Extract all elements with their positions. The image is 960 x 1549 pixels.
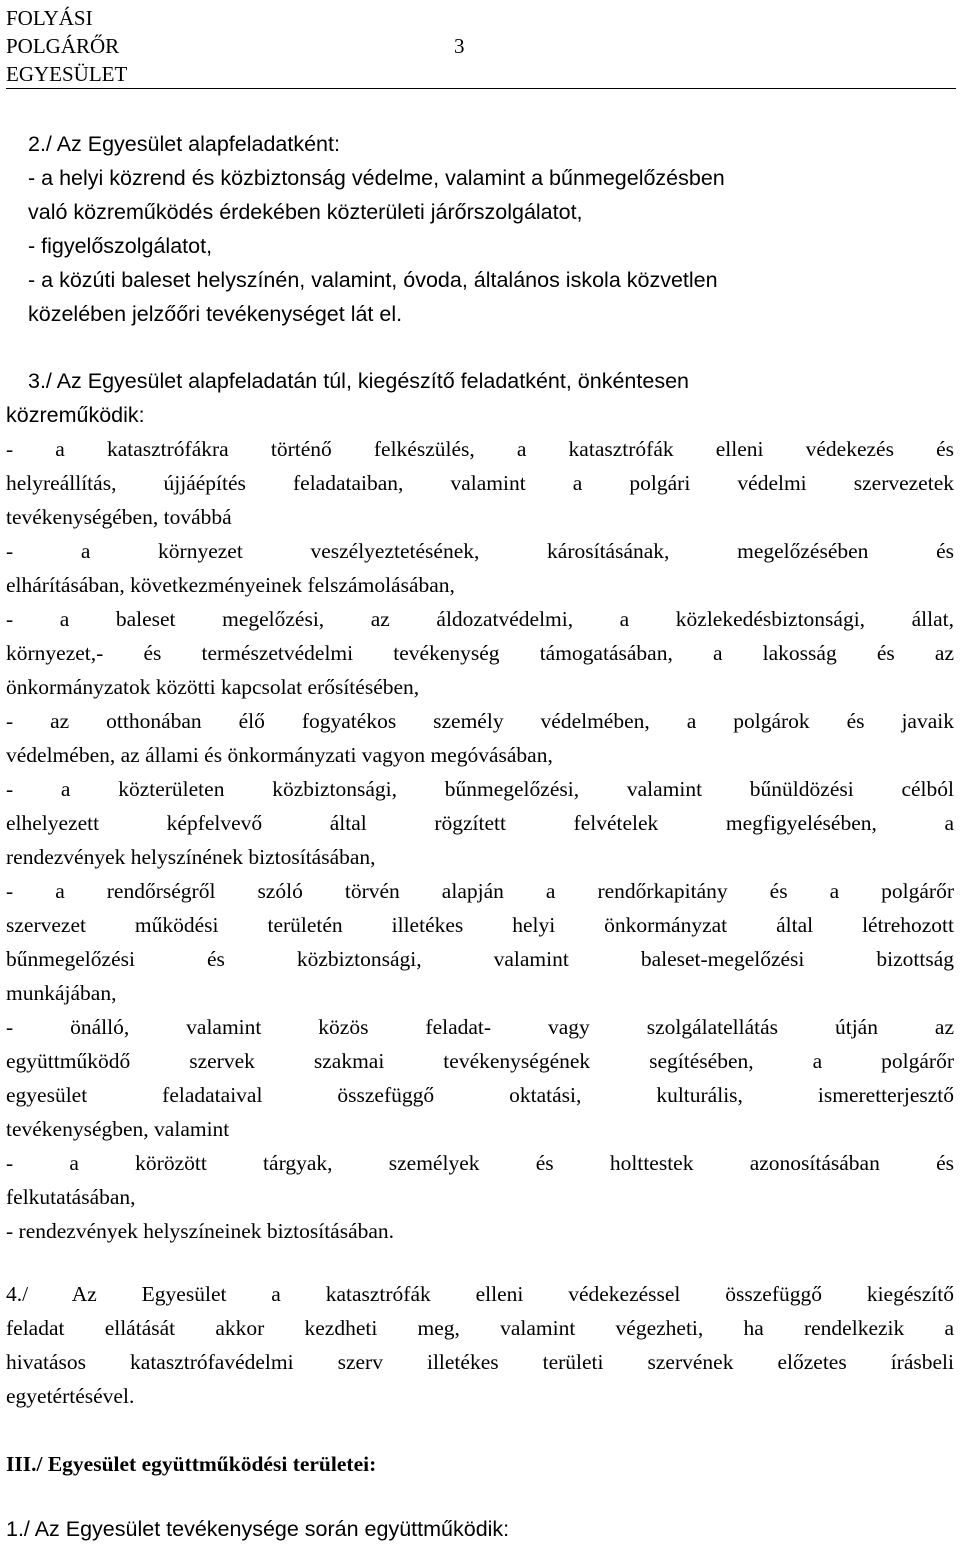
page-number: 3 xyxy=(454,34,465,58)
section-3-line: helyreállítás, újjáépítés feladataiban, valamint a polgári védelmi szervezetek xyxy=(6,471,954,495)
section-3-line: munkájában, xyxy=(6,981,117,1005)
section-3-line: egyesület feladataival összefüggő oktatási, kulturális, ismeretterjesztő xyxy=(6,1083,954,1107)
section-4-line: hivatásos katasztrófavédelmi szerv illetékes területi szervének előzetes írásbeli xyxy=(6,1350,954,1374)
section-2-line: - a közúti baleset helyszínén, valamint, óvoda, általános iskola közvetlen xyxy=(28,268,718,292)
section-3 xyxy=(6,364,954,1248)
organization-name: FOLYÁSI POLGÁRŐR EGYESÜLET xyxy=(6,6,128,86)
section-3-line: - rendezvények helyszíneinek biztosításában. xyxy=(6,1219,395,1243)
section-3-line: szervezet működési területén illetékes helyi önkormányzat által létrehozott xyxy=(6,913,954,937)
section-2-line: közelében jelzőőri tevékenységet lát el. xyxy=(28,302,403,326)
section-3-line: - az otthonában élő fogyatékos személy védelmében, a polgárok és javaik xyxy=(6,709,954,733)
section-iii-first-item: 1./ Az Egyesület tevékenysége során együttműködik: xyxy=(6,1517,510,1541)
section-3-line: közreműködik: xyxy=(6,403,145,427)
section-4-line: egyetértésével. xyxy=(6,1384,135,1408)
section-3-line: bűnmegelőzési és közbiztonsági, valamint baleset-megelőzési bizottság xyxy=(6,947,954,971)
section-4 xyxy=(6,1277,954,1413)
section-2-line: való közreműködés érdekében közterületi járőrszolgálatot, xyxy=(28,200,583,224)
section-3-line: együttműködő szervek szakmai tevékenységének segítésében, a polgárőr xyxy=(6,1049,954,1073)
section-3-heading: 3./ Az Egyesület alapfeladatán túl, kiegészítő feladatként, önkéntesen xyxy=(28,369,689,393)
section-3-line: - önálló, valamint közös feladat- vagy szolgálatellátás útján az xyxy=(6,1015,954,1039)
section-3-line: önkormányzatok közötti kapcsolat erősítésében, xyxy=(6,675,420,699)
section-3-line: - a környezet veszélyeztetésének, károsításának, megelőzésében és xyxy=(6,539,954,563)
section-3-line: tevékenységben, valamint xyxy=(6,1117,230,1141)
section-iii xyxy=(6,1447,954,1481)
section-3-line: - a baleset megelőzési, az áldozatvédelmi, a közlekedésbiztonsági, állat, xyxy=(6,607,954,631)
section-3-line: - a rendőrségről szóló törvén alapján a rendőrkapitány és a polgárőr xyxy=(6,879,954,903)
section-4-line: 4./ Az Egyesület a katasztrófák elleni védekezéssel összefüggő kiegészítő xyxy=(6,1282,954,1306)
section-4-line: feladat ellátását akkor kezdheti meg, valamint végezheti, ha rendelkezik a xyxy=(6,1316,954,1340)
section-2-heading: 2./ Az Egyesület alapfeladatként: xyxy=(28,132,340,156)
section-2 xyxy=(6,127,954,331)
section-3-line: védelmében, az állami és önkormányzati vagyon megóvásában, xyxy=(6,743,553,767)
section-iii-item xyxy=(6,1512,954,1546)
section-iii-heading: III./ Egyesület együttműködési területei: xyxy=(6,1452,377,1476)
section-3-line: tevékenységében, továbbá xyxy=(6,505,232,529)
section-3-line: környezet,- és természetvédelmi tevékenység támogatásában, a lakosság és az xyxy=(6,641,954,665)
section-2-line: - figyelőszolgálatot, xyxy=(28,234,213,258)
page-header xyxy=(6,4,956,89)
section-3-line: - a körözött tárgyak, személyek és holttestek azonosításában és xyxy=(6,1151,954,1175)
section-2-line: - a helyi közrend és közbiztonság védelme, valamint a bűnmegelőzésben xyxy=(28,166,725,190)
section-3-line: elhárításában, következményeinek felszámolásában, xyxy=(6,573,455,597)
section-3-line: rendezvények helyszínének biztosításában, xyxy=(6,845,376,869)
section-3-line: - a közterületen közbiztonsági, bűnmegelőzési, valamint bűnüldözési célból xyxy=(6,777,954,801)
section-3-line: elhelyezett képfelvevő által rögzített felvételek megfigyelésében, a xyxy=(6,811,954,835)
section-3-line: - a katasztrófákra történő felkészülés, a katasztrófák elleni védekezés és xyxy=(6,437,954,461)
section-3-line: felkutatásában, xyxy=(6,1185,136,1209)
